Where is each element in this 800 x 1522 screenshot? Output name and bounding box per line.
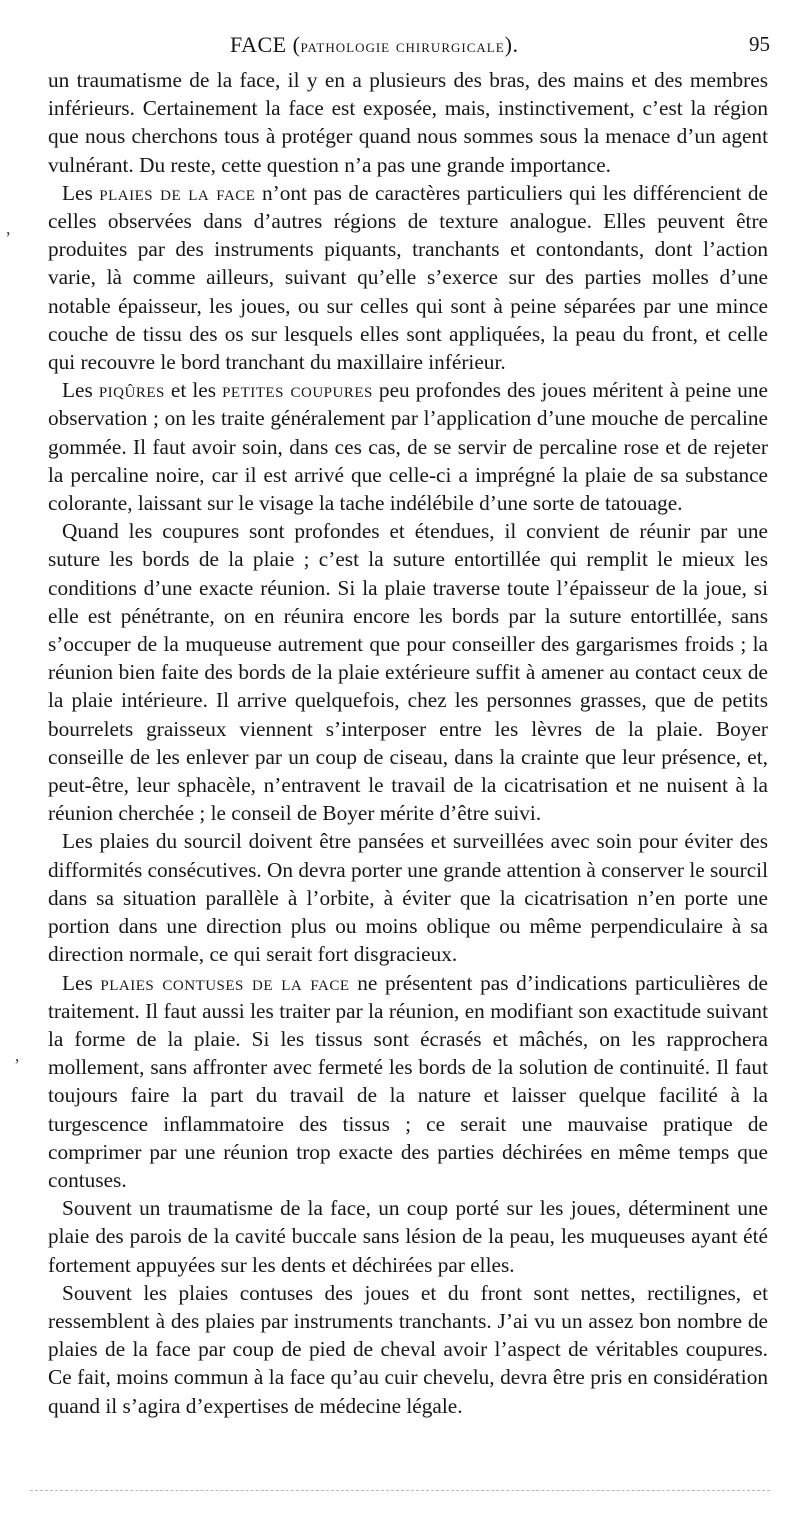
small-caps-term: plaies contuses de la face — [100, 970, 350, 995]
paragraph-text: Souvent un traumatisme de la face, un coup porté sur les joues, déterminent une plaie des parois de la cavité buccale sans lésion de la peau, les muqueuses ayant été fortement appuyées sur les dents et déchirées par elles. — [48, 1196, 768, 1277]
small-caps-term: petites coupures — [222, 378, 373, 403]
margin-mark-left-1: , — [6, 218, 11, 238]
paragraph-text: Les plaies du sourcil doivent être pansées et surveillées avec soin pour éviter des difformités consécutives. On devra porter une grande attention à conserver le sourcil dans sa situation parallèle à l’orbite, à éviter que la cicatrisation n’en porte une portion dans une direction plus ou moins oblique ou même perpendiculaire à sa direction normale, ce qui serait fort disgracieux. — [48, 829, 768, 967]
body-text — [48, 66, 768, 1420]
paragraph-text: ne présentent pas d’indications particulières de traitement. Il faut aussi les traiter par la réunion, en modifiant son exactitude suivant la forme de la plaie. Si les tissus sont écrasés et mâchés, on les rapprochera mollement, sans affronter avec fermeté les bords de la solution de continuité. Il faut toujours faire la part du travail de la nature et laisser quelque facilité à la turgescence inflammatoire des tissus ; ce serait une mauvaise pratique de comprimer par une réunion trop exacte des parties déchirées en même temps que contuses. — [48, 970, 768, 1192]
head-title-sub: pathologie chirurgicale — [300, 36, 505, 57]
bottom-page-noise — [30, 1490, 770, 1491]
paragraph-3 — [48, 376, 768, 517]
small-caps-term: piqûres — [98, 378, 165, 403]
paragraph-text: Les — [62, 378, 99, 403]
paragraph-text: Quand les coupures sont profondes et étendues, il convient de réunir par une suture les bords de la plaie ; c’est la suture entortillée qui remplit le mieux les conditions d’une exacte réunion. Si la plaie traverse toute l’épaisseur de la joue, si elle est pénétrante, on en réunira encore les bords par la suture entortillée, sans s’occuper de la muqueuse autrement que pour conseiller des gargarismes froids ; la réunion bien faite des bords de la plaie extérieure suffit à amener au contact ceux de la plaie intérieure. Il arrive quelquefois, chez les personnes grasses, que de petits bourrelets graisseux viennent s’interposer entre les lèvres de la plaie. Boyer conseille de les enlever par un coup de ciseau, dans la crainte que leur présence, et, peut-être, leur sphacèle, n’entravent le travail de la cicatrisation et ne nuisent à la réunion cherchée ; le conseil de Boyer mérite d’être suivi. — [48, 519, 768, 826]
paragraph-4 — [48, 517, 768, 827]
head-title-end: ). — [504, 32, 519, 57]
paragraph-text: et les — [164, 378, 223, 403]
paragraph-2 — [48, 179, 768, 376]
paragraph-5 — [48, 827, 768, 968]
paragraph-8 — [48, 1279, 768, 1420]
paragraph-1 — [48, 66, 768, 179]
paragraph-7 — [48, 1194, 768, 1279]
head-title-main: FACE ( — [230, 32, 301, 57]
paragraph-6 — [48, 969, 768, 1195]
paragraph-text: n’ont pas de caractères particuliers qui les différencient de celles observées dans d’autres régions de texture analogue. Elles peuvent être produites par des instruments piquants, tranchants et contondants, dont l’action varie, là comme ailleurs, suivant qu’elle s’exerce sur des parties molles d’une notable épaisseur, les joues, ou sur celles qui sont à peine séparées par une mince couche de tissu des os sur lesquels elles sont appliquées, la peau du front, et celle qui recouvre le bord tranchant du maxillaire inférieur. — [48, 180, 769, 375]
paragraph-text: un traumatisme de la face, il y en a plusieurs des bras, des mains et des membres inférieurs. Certainement la face est exposée, mais, instinctivement, c’est la région que nous cherchons tous à protéger quand nous sommes sous la menace d’un agent vulnérant. Du reste, cette question n’a pas une grande importance. — [48, 68, 768, 177]
paragraph-text: Souvent les plaies contuses des joues et du front sont nettes, rectilignes, et ressemblent à des plaies par instruments tranchants. J’ai vu un assez bon nombre de plaies de la face par coup de pied de cheval avoir l’aspect de véritables coupures. Ce fait, moins commun à la face qu’au cuir chevelu, devra être pris en considération quand il s’agira d’expertises de médecine légale. — [48, 1280, 768, 1418]
paragraph-text: Les — [62, 180, 100, 205]
running-head-title — [230, 32, 518, 58]
paragraph-text: Les — [62, 970, 101, 995]
paragraph-text: peu profondes des joues méritent à peine une observation ; on les traite généralement par l’application d’une mouche de percaline gommée. Il faut avoir soin, dans ces cas, de se servir de percaline rose et de rejeter la percaline noire, car il est arrivé que celle-ci a imprégné la plaie de sa substance colorante, laissant sur le visage la tache indélébile d’une sorte de tatouage. — [48, 378, 768, 516]
running-head — [48, 30, 770, 64]
margin-mark-left-2: ’ — [14, 1055, 20, 1075]
small-caps-term: plaies de la face — [99, 180, 256, 205]
page-number: 95 — [749, 32, 770, 56]
